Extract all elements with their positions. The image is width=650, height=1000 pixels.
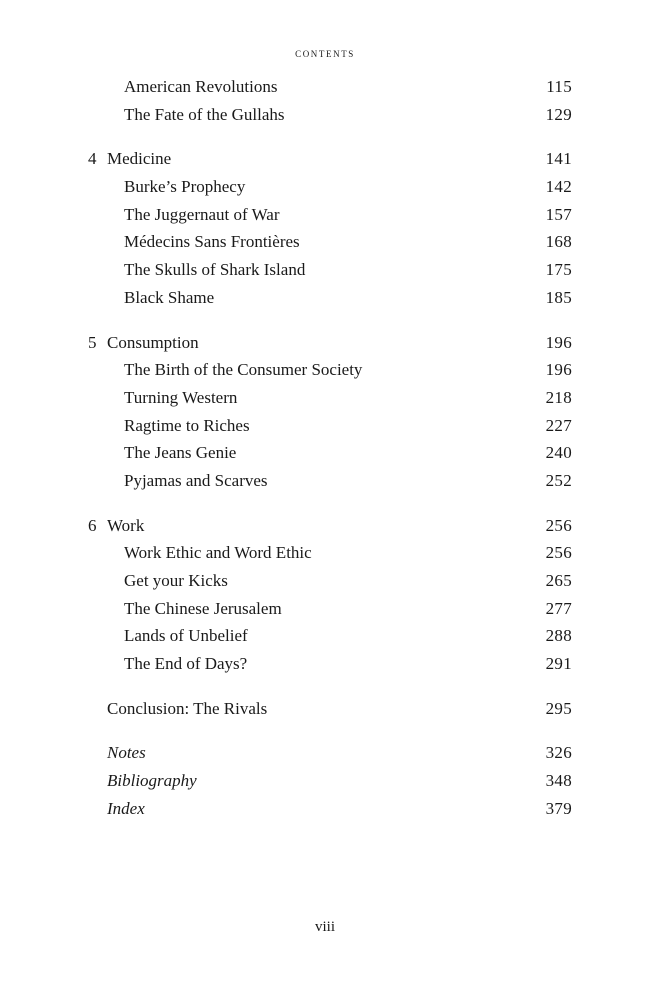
toc-entry-page: 185 xyxy=(545,287,572,307)
toc-entry-title: Lands of Unbelief xyxy=(124,626,248,646)
toc-entry[interactable] xyxy=(88,228,572,256)
toc-back-matter-index[interactable] xyxy=(88,795,572,823)
toc-entry-title: The Fate of the Gullahs xyxy=(124,104,285,124)
toc-entry[interactable] xyxy=(88,539,572,567)
toc-entry[interactable] xyxy=(88,101,572,129)
toc-entry-title: The Juggernaut of War xyxy=(124,204,280,224)
toc-entry[interactable] xyxy=(88,201,572,229)
toc-entry[interactable] xyxy=(88,173,572,201)
conclusion-page: 295 xyxy=(545,698,572,718)
toc-entry-page: 115 xyxy=(546,77,572,96)
toc-entry[interactable] xyxy=(88,73,572,101)
section-gap xyxy=(88,722,572,739)
section-gap xyxy=(88,312,572,329)
toc-entry[interactable] xyxy=(88,650,572,678)
chapter-title: Consumption xyxy=(107,332,199,352)
toc-entry-page: 240 xyxy=(545,443,572,463)
back-matter-page: 379 xyxy=(545,798,572,818)
toc-entry-title: The Chinese Jerusalem xyxy=(124,598,282,618)
toc-entry[interactable] xyxy=(88,284,572,312)
chapter-page: 141 xyxy=(545,149,572,169)
back-matter-title: Notes xyxy=(107,743,146,763)
back-matter-page: 326 xyxy=(545,743,572,763)
toc-entry-page: 277 xyxy=(545,598,572,618)
toc-entry-page: 142 xyxy=(545,177,572,197)
section-gap xyxy=(88,495,572,512)
toc-entry[interactable] xyxy=(88,384,572,412)
back-matter-title: Bibliography xyxy=(107,771,197,791)
conclusion-title: Conclusion: The Rivals xyxy=(107,698,268,718)
toc-entry-page: 291 xyxy=(545,654,572,674)
toc-entry-title: Get your Kicks xyxy=(124,571,228,590)
toc-entry-page: 265 xyxy=(545,571,572,590)
chapter-number: 5 xyxy=(88,332,97,352)
toc-entry-page: 157 xyxy=(545,204,572,224)
table-of-contents xyxy=(88,73,572,823)
toc-entry[interactable] xyxy=(88,412,572,440)
chapter-number: 4 xyxy=(88,149,97,169)
toc-entry-page: 218 xyxy=(545,387,572,407)
toc-chapter[interactable] xyxy=(88,329,572,357)
toc-entry-title: The Skulls of Shark Island xyxy=(124,260,306,280)
running-header: contents xyxy=(295,46,355,60)
toc-conclusion[interactable] xyxy=(88,695,572,723)
back-matter-title: Index xyxy=(107,798,145,818)
toc-entry-title: The End of Days? xyxy=(124,654,248,674)
toc-entry[interactable] xyxy=(88,567,572,595)
chapter-page: 256 xyxy=(545,515,572,535)
toc-entry[interactable] xyxy=(88,439,572,467)
toc-entry-page: 129 xyxy=(545,104,572,124)
toc-entry-title: Ragtime to Riches xyxy=(124,415,250,435)
toc-entry-title: The Jeans Genie xyxy=(124,443,237,463)
page-number: viii xyxy=(314,919,335,935)
toc-entry-page: 252 xyxy=(545,470,572,490)
toc-entry-page: 256 xyxy=(545,543,572,563)
toc-entry-page: 196 xyxy=(545,360,572,380)
section-gap xyxy=(88,678,572,695)
chapter-title: Medicine xyxy=(107,149,172,169)
toc-entry-title: American Revolutions xyxy=(124,77,278,96)
toc-entry[interactable] xyxy=(88,622,572,650)
toc-entry-title: Work Ethic and Word Ethic xyxy=(124,543,312,563)
back-matter-page: 348 xyxy=(545,771,572,791)
toc-entry-page: 168 xyxy=(545,232,572,252)
toc-entry-title: Pyjamas and Scarves xyxy=(124,470,268,490)
toc-back-matter-notes[interactable] xyxy=(88,739,572,767)
toc-entry-page: 227 xyxy=(545,415,572,435)
toc-entry-title: The Birth of the Consumer Society xyxy=(124,360,363,380)
toc-entry[interactable] xyxy=(88,467,572,495)
toc-entry-title: Médecins Sans Frontières xyxy=(124,232,300,252)
toc-entry-page: 288 xyxy=(545,626,572,646)
toc-entry[interactable] xyxy=(88,356,572,384)
toc-entry-title: Turning Western xyxy=(124,387,238,407)
chapter-title: Work xyxy=(107,515,145,535)
section-gap xyxy=(88,128,572,145)
chapter-number: 6 xyxy=(88,515,97,535)
toc-chapter[interactable] xyxy=(88,145,572,173)
toc-back-matter-bibliography[interactable] xyxy=(88,767,572,795)
toc-entry-title: Burke’s Prophecy xyxy=(124,177,246,197)
toc-entry[interactable] xyxy=(88,256,572,284)
toc-entry[interactable] xyxy=(88,595,572,623)
toc-entry-title: Black Shame xyxy=(124,287,215,307)
chapter-page: 196 xyxy=(545,332,572,352)
toc-entry-page: 175 xyxy=(545,260,572,280)
toc-chapter[interactable] xyxy=(88,512,572,540)
